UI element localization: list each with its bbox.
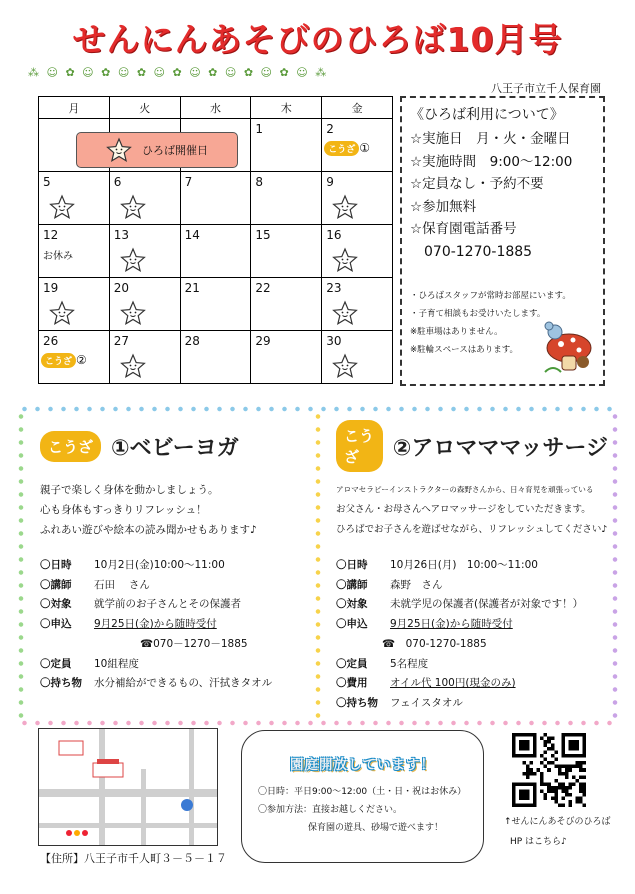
star-icon (332, 300, 358, 326)
divider-dots-bottom (18, 720, 618, 726)
star-icon (49, 194, 75, 220)
course-title: ①ベビーヨガ (111, 435, 239, 461)
calendar-day (251, 331, 322, 384)
kouza-marker (324, 141, 370, 156)
detail-apply: 9月25日(金)から随時受付 (390, 618, 513, 631)
detail-key: 〇日時 (336, 559, 368, 571)
course-intro-line: ひろばでお子さんを遊ばせながら、リフレッシュしてください♪ (336, 524, 608, 535)
day-number: 30 (326, 334, 342, 348)
calendar-day (322, 331, 393, 384)
open-day-legend (76, 132, 238, 168)
day-number: 20 (113, 281, 130, 295)
day-number: 9 (326, 175, 334, 189)
weekday-header: 火 (109, 97, 180, 119)
kouza-marker (41, 353, 87, 368)
divider-dots-middle (315, 410, 321, 720)
day-number: 27 (113, 334, 130, 348)
mouse-mushroom-illustration (543, 318, 595, 374)
calendar-day (251, 119, 322, 172)
day-number: 26 (43, 334, 59, 348)
kouza-badge: こうざ (336, 420, 383, 472)
calendar-day (322, 172, 393, 225)
day-number: 14 (184, 228, 200, 242)
detail-date: 10月26日(月) 10:00～11:00 (390, 559, 538, 571)
calendar-day (109, 331, 180, 384)
day-number: 13 (113, 228, 130, 242)
course-intro-line: お父さん・お母さんへアロマッサージをしていただきます。 (336, 504, 591, 515)
detail-key: 〇持ち物 (336, 696, 378, 709)
star-icon (332, 194, 358, 220)
detail-capacity: 10組程度 (94, 657, 139, 670)
day-number: 29 (255, 334, 271, 348)
detail-key: 〇費用 (336, 677, 368, 690)
course-intro-line: ふれあい遊びや絵本の読み聞かせもあります♪ (40, 524, 257, 536)
detail-key: 〇講師 (40, 578, 72, 591)
course-intro-line: 親子で楽しく身体を動かしましょう。 (40, 484, 219, 496)
star-icon (49, 300, 75, 326)
location-map (38, 728, 218, 846)
detail-target: 就学前のお子さんとその保護者 (94, 598, 241, 611)
calendar-day (109, 172, 180, 225)
info-line: ☆定員なし・予約不要 (410, 176, 544, 192)
day-number: 1 (255, 122, 264, 136)
calendar-day (251, 225, 322, 278)
kouza-badge: こうざ (324, 141, 359, 156)
detail-fee: オイル代 100円(現金のみ) (390, 677, 516, 690)
star-icon (120, 300, 146, 326)
calendar-day (39, 225, 110, 278)
detail-key: 〇日時 (40, 559, 72, 571)
detail-key: 〇持ち物 (40, 677, 82, 690)
day-number: 5 (43, 175, 51, 189)
weekday-header: 水 (180, 97, 251, 119)
star-icon (106, 137, 132, 163)
map-illustration (39, 729, 217, 845)
day-number: 16 (326, 228, 342, 242)
day-number: 12 (43, 228, 59, 242)
qr-caption-line: ↑せんにんあそびのひろば (504, 817, 611, 827)
day-note: お休み (43, 251, 73, 262)
calendar-day (109, 225, 180, 278)
detail-date: 10月2日(金)10:00～11:00 (94, 559, 225, 571)
calendar-day (322, 278, 393, 331)
star-icon (120, 194, 146, 220)
garden-line: 保育園の遊具、砂場で遊べます！ (308, 823, 444, 833)
weekday-header: 月 (39, 97, 110, 119)
garden-line: 〇参加方法：直接お越しください。 (258, 805, 403, 815)
day-number: 7 (184, 175, 193, 189)
day-number: 28 (184, 334, 200, 348)
kouza-number: ① (359, 141, 370, 155)
day-number: 6 (113, 175, 122, 189)
open-day-label: ひろば開催日 (142, 144, 208, 157)
detail-key: 〇申込 (336, 618, 368, 631)
day-number: 21 (184, 281, 200, 295)
detail-key: 〇申込 (40, 618, 72, 631)
kouza-badge: こうざ (41, 353, 76, 368)
usage-info-heading: 《ひろば利用について》 (410, 107, 564, 123)
star-icon (120, 247, 146, 273)
detail-tel: ☎ 070-1270-1885 (382, 637, 487, 650)
detail-key: 〇定員 (336, 657, 368, 670)
course-baby-yoga (40, 424, 312, 694)
detail-key: 〇講師 (336, 578, 368, 591)
info-note: ・子育て相談もお受けいたします。 (410, 308, 546, 319)
calendar-day (109, 278, 180, 331)
calendar-day (251, 278, 322, 331)
qr-code[interactable] (512, 733, 586, 807)
calendar-day (180, 172, 251, 225)
nursery-phone: 070-1270-1885 (424, 243, 533, 260)
detail-key: 〇対象 (336, 598, 368, 611)
info-note: ※駐車場はありません。 (410, 326, 503, 337)
star-icon (120, 353, 146, 379)
page-title: せんにんあそびのひろば10月号 (72, 20, 563, 59)
weekday-header: 木 (251, 97, 322, 119)
detail-items: 水分補給ができるもの、汗拭きタオル (94, 677, 273, 690)
calendar-day (322, 225, 393, 278)
day-number: 2 (326, 122, 334, 136)
star-icon (332, 353, 358, 379)
calendar-day (39, 331, 110, 384)
garden-line: 〇日時：平日9:00～12:00（土・日・祝はお休み） (258, 787, 467, 797)
divider-dots-right (612, 410, 618, 720)
garden-open-box (241, 730, 484, 863)
info-note: ・ひろばスタッフが常時お部屋にいます。 (410, 290, 571, 301)
info-line: ☆保育園電話番号 (410, 221, 517, 237)
info-note: ※駐輪スペースはあります。 (410, 344, 519, 355)
calendar-day (39, 172, 110, 225)
detail-key: 〇対象 (40, 598, 72, 611)
day-number: 8 (255, 175, 264, 189)
course-intro-line: 心も身体もすっきりリフレッシュ！ (40, 504, 207, 516)
day-number: 19 (43, 281, 59, 295)
garden-title: 園庭開放しています！ (290, 757, 435, 773)
detail-teacher: 森野 さん (390, 578, 443, 591)
address: 【住所】八王子市千人町３－５－１７ (40, 852, 227, 865)
course-aroma-massage (336, 424, 608, 714)
weekday-header: 金 (322, 97, 393, 119)
detail-teacher: 石田 さん (94, 578, 150, 591)
course-title: ②アロマママッサージ (392, 435, 608, 461)
detail-target: 未就学児の保護者(保護者が対象です！） (390, 598, 584, 611)
calendar-day (251, 172, 322, 225)
qr-caption-line: HP はこちら♪ (510, 837, 567, 847)
calendar-day (180, 331, 251, 384)
decoration-border: ⁂ ☺ ✿ ☺ ✿ ☺ ✿ ☺ ✿ ☺ ✿ ☺ ✿ ☺ ✿ ☺ ⁂ (28, 66, 329, 79)
day-number: 23 (326, 281, 342, 295)
detail-apply: 9月25日(金)から随時受付 (94, 618, 217, 631)
detail-capacity: 5名程度 (390, 657, 429, 670)
kouza-number: ② (76, 353, 87, 367)
detail-key: 〇定員 (40, 657, 72, 670)
day-number: 22 (255, 281, 271, 295)
kouza-badge: こうざ (40, 431, 101, 462)
detail-items: フェイスタオル (390, 696, 463, 709)
organization-name: 八王子市立千人保育園 (491, 82, 601, 95)
detail-tel: ☎070－1270－1885 (140, 637, 248, 650)
calendar-day (180, 225, 251, 278)
star-icon (332, 247, 358, 273)
info-line: ☆実施時間 9:00～12:00 (410, 153, 573, 170)
course-intro-line: アロマセラピーインストラクターの森野さんから、日々育児を頑張っている (336, 485, 594, 494)
info-line: ☆参加無料 (410, 198, 477, 215)
calendar-day (39, 278, 110, 331)
day-number: 15 (255, 228, 271, 242)
calendar-day (322, 119, 393, 172)
usage-info-box (400, 96, 605, 386)
info-line: ☆実施日 月・火・金曜日 (410, 131, 571, 147)
calendar-day (180, 278, 251, 331)
qr-caption (504, 812, 611, 852)
divider-dots-left (18, 410, 24, 720)
